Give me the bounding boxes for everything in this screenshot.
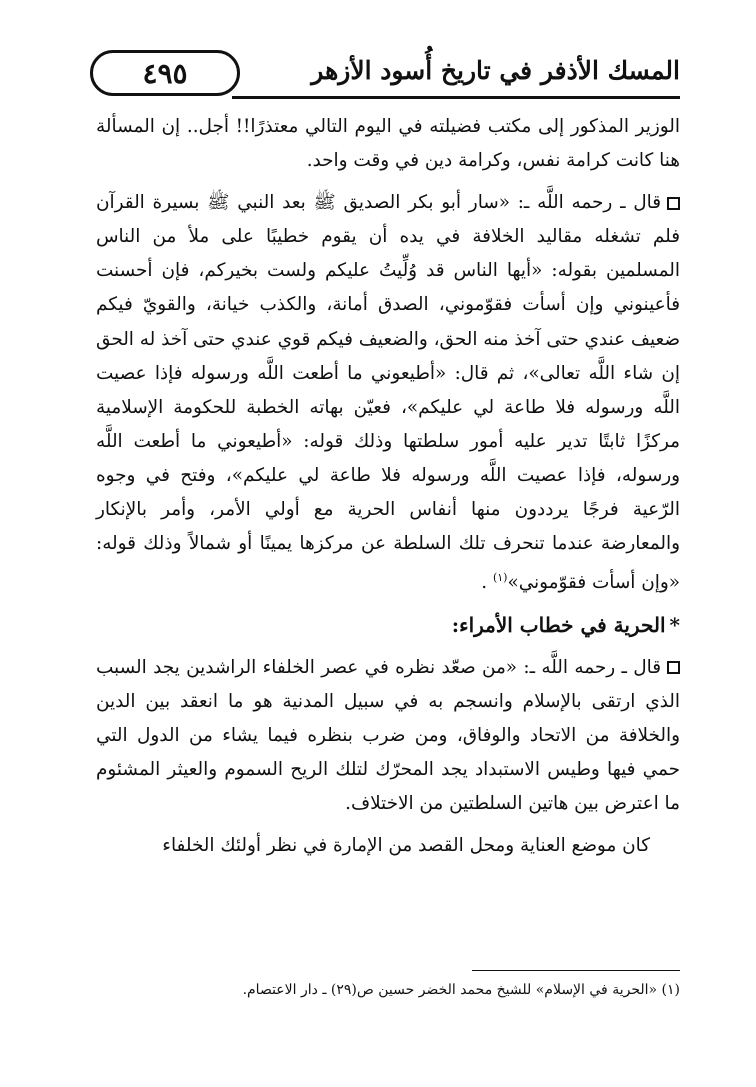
paragraph-3 bbox=[96, 651, 680, 821]
footnote: (١) «الحرية في الإسلام» للشيخ محمد الخضر حسين ص(٢٩) ـ دار الاعتصام. bbox=[242, 982, 680, 998]
footnote-reference: (١) bbox=[492, 571, 508, 585]
square-marker-icon bbox=[667, 197, 680, 210]
header-rule bbox=[232, 96, 680, 99]
page-number: ٤٩٥ bbox=[90, 50, 240, 96]
paragraph-1: الوزير المذكور إلى مكتب فضيلته في اليوم التالي معتذرًا!! أجل.. إن المسألة هنا كانت كرامة نفس، وكرامة دين في وقت واحد. bbox=[96, 116, 680, 172]
paragraph-2-end: . bbox=[481, 572, 493, 594]
paragraph-3-text: قال ـ رحمه اللَّه ـ: «من صعّد نظره في عصر الخلفاء الراشدين يجد السبب الذي ارتقى بالإسلام وانسجم به في سبيل المدنية هو ما انعقد بين الدين والخلافة من الاتحاد والوفاق، ومن ضرب بنظره فيما يشاء من الدول التي حمي فيها وطيس الاستبداد يجد المحرّك لتلك الريح السموم والعيثر المشئوم ما اعترض بين هاتين السلطتين من الاختلاف. bbox=[96, 656, 680, 814]
asterisk-icon: * bbox=[669, 613, 680, 638]
section-heading bbox=[96, 608, 680, 642]
paragraph-2-text: قال ـ رحمه اللَّه ـ: «سار أبو بكر الصديق ﷺ بعد النبي ﷺ بسيرة القرآن فلم تشغله مقاليد الخلافة في يده أن يقوم خطيبًا على ملأ من الناس المسلمين بقوله: «أيها الناس قد وُلِّيتُ عليكم ولست بخيركم، فإن أحسنت فأعينوني وإن أسأت فقوّموني، الصدق أمانة، والكذب خيانة، والقويّ فيكم ضعيف عندي حتى آخذ منه الحق، والضعيف فيكم قوي عندي حتى آخذ له الحق إن شاء اللَّه تعالى»، ثم قال: «أطيعوني ما أطعت اللَّه ورسوله فإذا عصيت اللَّه ورسوله فلا طاعة لي عليكم»، فعيّن بهاته الخطبة للحكومة الإسلامية مركزًا ثابتًا تدير عليه أمور سلطتها وذلك قوله: «أطيعوني ما أطعت اللَّه ورسوله، فإذا عصيت اللَّه ورسوله فلا طاعة لي عليكم»، وفتح في وجوه الرّعية فرجًا يرددون منها أنفاس الحرية مع أولي الأمر، وأمر بالإنكار والمعارضة عندما تنحرف تلك السلطة عن مركزها يمينًا أو شمالاً وذلك قوله: «وإن أسأت فقوّموني» bbox=[96, 192, 680, 594]
section-heading-text: الحرية في خطاب الأمراء: bbox=[451, 613, 666, 638]
footnote-rule bbox=[472, 970, 680, 971]
running-title: المسك الأذفر في تاريخ أُسود الأزهر bbox=[311, 56, 680, 85]
square-marker-icon bbox=[667, 661, 680, 674]
paragraph-4: كان موضع العناية ومحل القصد من الإمارة في نظر أولئك الخلفاء bbox=[162, 835, 650, 856]
paragraph-2 bbox=[96, 186, 680, 600]
page-header bbox=[82, 46, 680, 102]
main-text bbox=[96, 110, 680, 863]
